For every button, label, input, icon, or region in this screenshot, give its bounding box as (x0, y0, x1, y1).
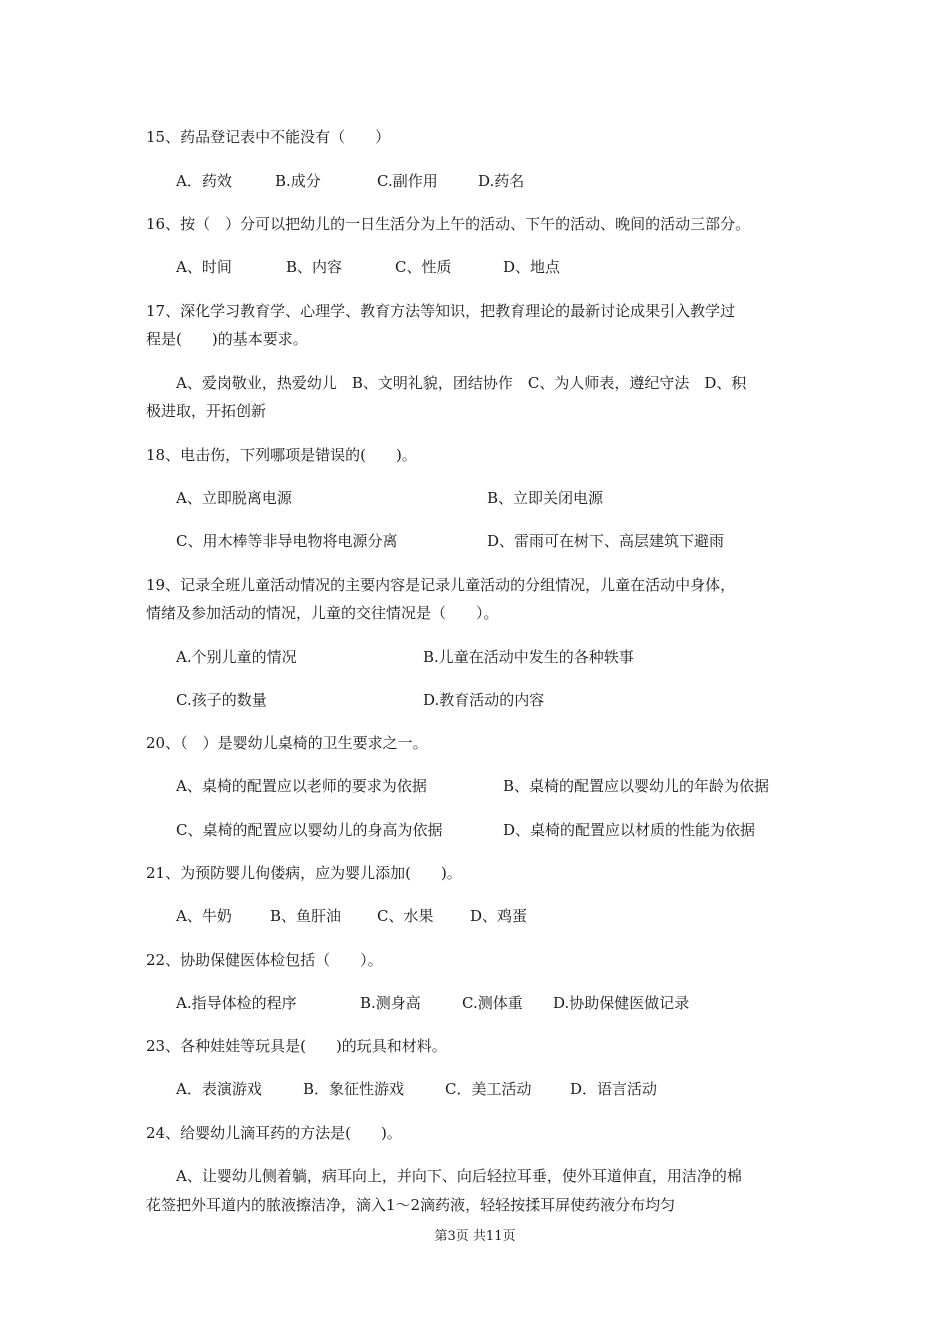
question-16-option-a: A、时间 (176, 258, 232, 276)
question-20-stem: 20、（ ）是婴幼儿桌椅的卫生要求之一。 (146, 734, 428, 752)
question-17-options-line2: 极进取，开拓创新 (146, 402, 267, 420)
question-15-option-d: D.药名 (478, 172, 525, 190)
question-21-stem: 21、为预防婴儿佝偻病，应为婴儿添加( )。 (146, 864, 462, 882)
question-20-option-b: B、桌椅的配置应以婴幼儿的年龄为依据 (503, 777, 770, 795)
question-19-stem-line2: 情绪及参加活动的情况，儿童的交往情况是（ ）。 (146, 604, 499, 622)
question-17-stem-line2: 程是( )的基本要求。 (146, 330, 308, 348)
question-20-option-c: C、桌椅的配置应以婴幼儿的身高为依据 (176, 821, 443, 839)
question-23-option-a: A．表演游戏 (176, 1080, 262, 1098)
question-22-option-d: D.协助保健医做记录 (553, 994, 690, 1012)
question-22-option-c: C.测体重 (462, 994, 523, 1012)
question-21-option-a: A、牛奶 (176, 907, 232, 925)
question-19-option-b: B.儿童在活动中发生的各种轶事 (423, 648, 634, 666)
page-number-footer: 第3页 共11页 (434, 1229, 516, 1244)
question-19-option-d: D.教育活动的内容 (423, 691, 545, 709)
question-19-option-a: A.个别儿童的情况 (176, 648, 297, 666)
question-19-stem-line1: 19、记录全班儿童活动情况的主要内容是记录儿童活动的分组情况，儿童在活动中身体， (146, 576, 736, 594)
question-17-stem-line1: 17、深化学习教育学、心理学、教育方法等知识，把教育理论的最新讨论成果引入教学过 (146, 302, 736, 320)
question-22-option-b: B.测身高 (360, 994, 421, 1012)
question-18-option-c: C、用木棒等非导电物将电源分离 (176, 532, 398, 550)
question-23-option-b: B．象征性游戏 (303, 1080, 405, 1098)
question-16-option-b: B、内容 (286, 258, 343, 276)
question-24-options-line2: 花签把外耳道内的脓液擦洁净，滴入1～2滴药液，轻轻按揉耳屏使药液分布均匀 (146, 1196, 676, 1214)
question-18-option-d: D、雷雨可在树下、高层建筑下避雨 (487, 532, 725, 550)
question-21-option-d: D、鸡蛋 (470, 907, 528, 925)
question-15-option-a: A．药效 (176, 172, 232, 190)
question-23-option-d: D．语言活动 (570, 1080, 658, 1098)
question-16-option-d: D、地点 (503, 258, 561, 276)
question-15-stem: 15、药品登记表中不能没有（ ） (146, 128, 391, 146)
question-23-option-c: C．美工活动 (445, 1080, 532, 1098)
question-16-stem: 16、按（ ）分可以把幼儿的一日生活分为上午的活动、下午的活动、晚间的活动三部分。 (146, 215, 751, 233)
question-19-option-c: C.孩子的数量 (176, 691, 267, 709)
question-18-option-a: A、立即脱离电源 (176, 489, 292, 507)
question-20-option-d: D、桌椅的配置应以材质的性能为依据 (503, 821, 756, 839)
question-24-stem: 24、给婴幼儿滴耳药的方法是( )。 (146, 1124, 402, 1142)
question-15-option-c: C.副作用 (377, 172, 438, 190)
question-15-option-b: B.成分 (275, 172, 321, 190)
question-22-option-a: A.指导体检的程序 (176, 994, 297, 1012)
question-21-option-c: C、水果 (377, 907, 434, 925)
question-23-stem: 23、各种娃娃等玩具是( )的玩具和材料。 (146, 1037, 447, 1055)
question-20-option-a: A、桌椅的配置应以老师的要求为依据 (176, 777, 427, 795)
question-24-options-line1: A、让婴幼儿侧着躺，病耳向上，并向下、向后轻拉耳垂，使外耳道伸直，用洁净的棉 (176, 1167, 742, 1185)
question-21-option-b: B、鱼肝油 (270, 907, 342, 925)
question-17-options-line1: A、爱岗敬业，热爱幼儿 B、文明礼貌，团结协作 C、为人师表，遵纪守法 D、积 (176, 374, 747, 392)
question-16-option-c: C、性质 (395, 258, 452, 276)
question-22-stem: 22、协助保健医体检包括（ ）。 (146, 951, 383, 969)
question-18-option-b: B、立即关闭电源 (487, 489, 604, 507)
question-18-stem: 18、电击伤，下列哪项是错误的( )。 (146, 446, 417, 464)
